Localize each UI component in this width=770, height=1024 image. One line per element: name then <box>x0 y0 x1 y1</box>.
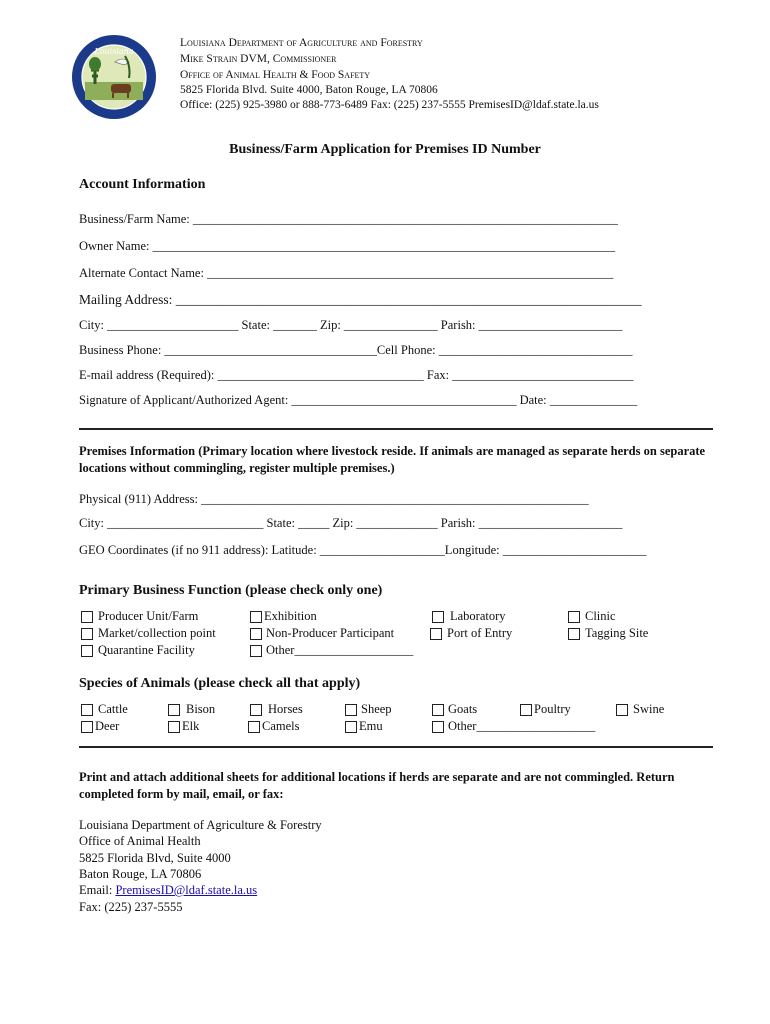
checkbox-quarantine[interactable] <box>81 645 93 657</box>
form-title: Business/Farm Application for Premises ID Number <box>229 142 541 157</box>
label-tagging-site: Tagging Site <box>585 626 649 640</box>
checkbox-bison[interactable] <box>168 704 180 716</box>
premises-city-field[interactable]: City: _________________________ State: _____ Zip: _____________ Parish: _______________________ <box>79 516 623 530</box>
fax-line: Fax: (225) 237-5555 <box>79 900 183 914</box>
account-heading: Account Information <box>79 177 206 192</box>
checkbox-non-producer[interactable] <box>250 628 262 640</box>
label-camels: Camels <box>262 719 300 733</box>
label-bison: Bison <box>186 702 216 716</box>
checkbox-goats[interactable] <box>432 704 444 716</box>
email-fax-field[interactable]: E-mail address (Required): _________________________________ Fax: _____________________________ <box>79 368 634 382</box>
office-contact: Office: (225) 925-3980 or 888-773-6489 Fax: (225) 237-5555 PremisesID@ldaf.state.la.us <box>180 99 599 111</box>
return-address-line-3: 5825 Florida Blvd, Suite 4000 <box>79 851 231 865</box>
label-horses: Horses <box>268 702 303 716</box>
office-name: Office of Animal Health & Food Safety <box>180 69 371 81</box>
label-market-collection: Market/collection point <box>98 626 216 640</box>
label-elk: Elk <box>182 719 200 733</box>
owner-name-field[interactable]: Owner Name: __________________________________________________________________________ <box>79 239 616 253</box>
divider <box>79 746 713 748</box>
checkbox-other-species[interactable] <box>432 721 444 733</box>
return-instructions: Print and attach additional sheets for additional locations if herds are separate and are not commingled. Return completed form by mail, email, or fax: <box>79 770 675 801</box>
label-laboratory: Laboratory <box>450 609 506 623</box>
email-link[interactable]: PremisesID@ldaf.state.la.us <box>115 883 258 897</box>
label-goats: Goats <box>448 702 478 716</box>
alternate-contact-field[interactable]: Alternate Contact Name: _________________________________________________________________ <box>79 266 614 280</box>
email-line <box>79 883 257 898</box>
checkbox-producer-unit[interactable] <box>81 611 93 623</box>
email-label: Email: <box>79 883 116 897</box>
divider <box>79 428 713 430</box>
return-address-line-4: Baton Rouge, LA 70806 <box>79 867 202 881</box>
business-function-heading: Primary Business Function (please check only one) <box>79 583 383 598</box>
checkbox-laboratory[interactable] <box>432 611 444 623</box>
checkbox-port-of-entry[interactable] <box>430 628 442 640</box>
checkbox-swine[interactable] <box>616 704 628 716</box>
label-sheep: Sheep <box>361 702 392 716</box>
label-deer: Deer <box>95 719 120 733</box>
label-quarantine: Quarantine Facility <box>98 643 195 657</box>
return-address-line-1: Louisiana Department of Agriculture & Forestry <box>79 818 322 832</box>
commissioner-name: Mike Strain DVM, Commissioner <box>180 53 337 65</box>
species-heading: Species of Animals (please check all that apply) <box>79 676 361 691</box>
office-address: 5825 Florida Blvd. Suite 4000, Baton Rouge, LA 70806 <box>180 84 438 96</box>
label-cattle: Cattle <box>98 702 128 716</box>
phone-field[interactable]: Business Phone: __________________________________Cell Phone: _______________________________ <box>79 343 633 357</box>
checkbox-exhibition[interactable] <box>250 611 262 623</box>
checkbox-emu[interactable] <box>345 721 357 733</box>
checkbox-deer[interactable] <box>81 721 93 733</box>
return-address-line-2: Office of Animal Health <box>79 834 201 848</box>
signature-field[interactable]: Signature of Applicant/Authorized Agent: ____________________________________ Date: ______________ <box>79 393 638 407</box>
checkbox-clinic[interactable] <box>568 611 580 623</box>
label-swine: Swine <box>633 702 665 716</box>
label-emu: Emu <box>359 719 383 733</box>
svg-text:Louisiana: Louisiana <box>94 47 134 56</box>
mailing-address-field[interactable]: Mailing Address: _____________________________________________________________________ <box>79 292 642 307</box>
checkbox-elk[interactable] <box>168 721 180 733</box>
checkbox-cattle[interactable] <box>81 704 93 716</box>
checkbox-tagging-site[interactable] <box>568 628 580 640</box>
business-name-field[interactable]: Business/Farm Name: ____________________________________________________________________ <box>79 212 618 226</box>
city-state-zip-field[interactable]: City: _____________________ State: _______ Zip: _______________ Parish: _______________________ <box>79 318 623 332</box>
checkbox-market-collection[interactable] <box>81 628 93 640</box>
label-other-function: Other___________________ <box>266 643 414 657</box>
physical-address-field[interactable]: Physical (911) Address: ______________________________________________________________ <box>79 492 589 506</box>
label-port-of-entry: Port of Entry <box>447 626 513 640</box>
checkbox-sheep[interactable] <box>345 704 357 716</box>
checkbox-horses[interactable] <box>250 704 262 716</box>
label-other-species: Other___________________ <box>448 719 596 733</box>
label-clinic: Clinic <box>585 609 616 623</box>
label-exhibition: Exhibition <box>264 609 317 623</box>
agency-name: Louisiana Department of Agriculture and Forestry <box>180 37 423 49</box>
label-non-producer: Non-Producer Participant <box>266 626 395 640</box>
department-seal-logo <box>71 34 157 120</box>
checkbox-camels[interactable] <box>248 721 260 733</box>
premises-heading: Premises Information (Primary location where livestock reside. If animals are managed as separate herds on separate locations without commingling, register multiple premises.) <box>79 444 706 475</box>
geo-coordinates-field[interactable]: GEO Coordinates (if no 911 address): Latitude: ____________________Longitude: _______________________ <box>79 543 647 557</box>
label-poultry: Poultry <box>534 702 571 716</box>
label-producer-unit: Producer Unit/Farm <box>98 609 199 623</box>
checkbox-poultry[interactable] <box>520 704 532 716</box>
checkbox-other-function[interactable] <box>250 645 262 657</box>
